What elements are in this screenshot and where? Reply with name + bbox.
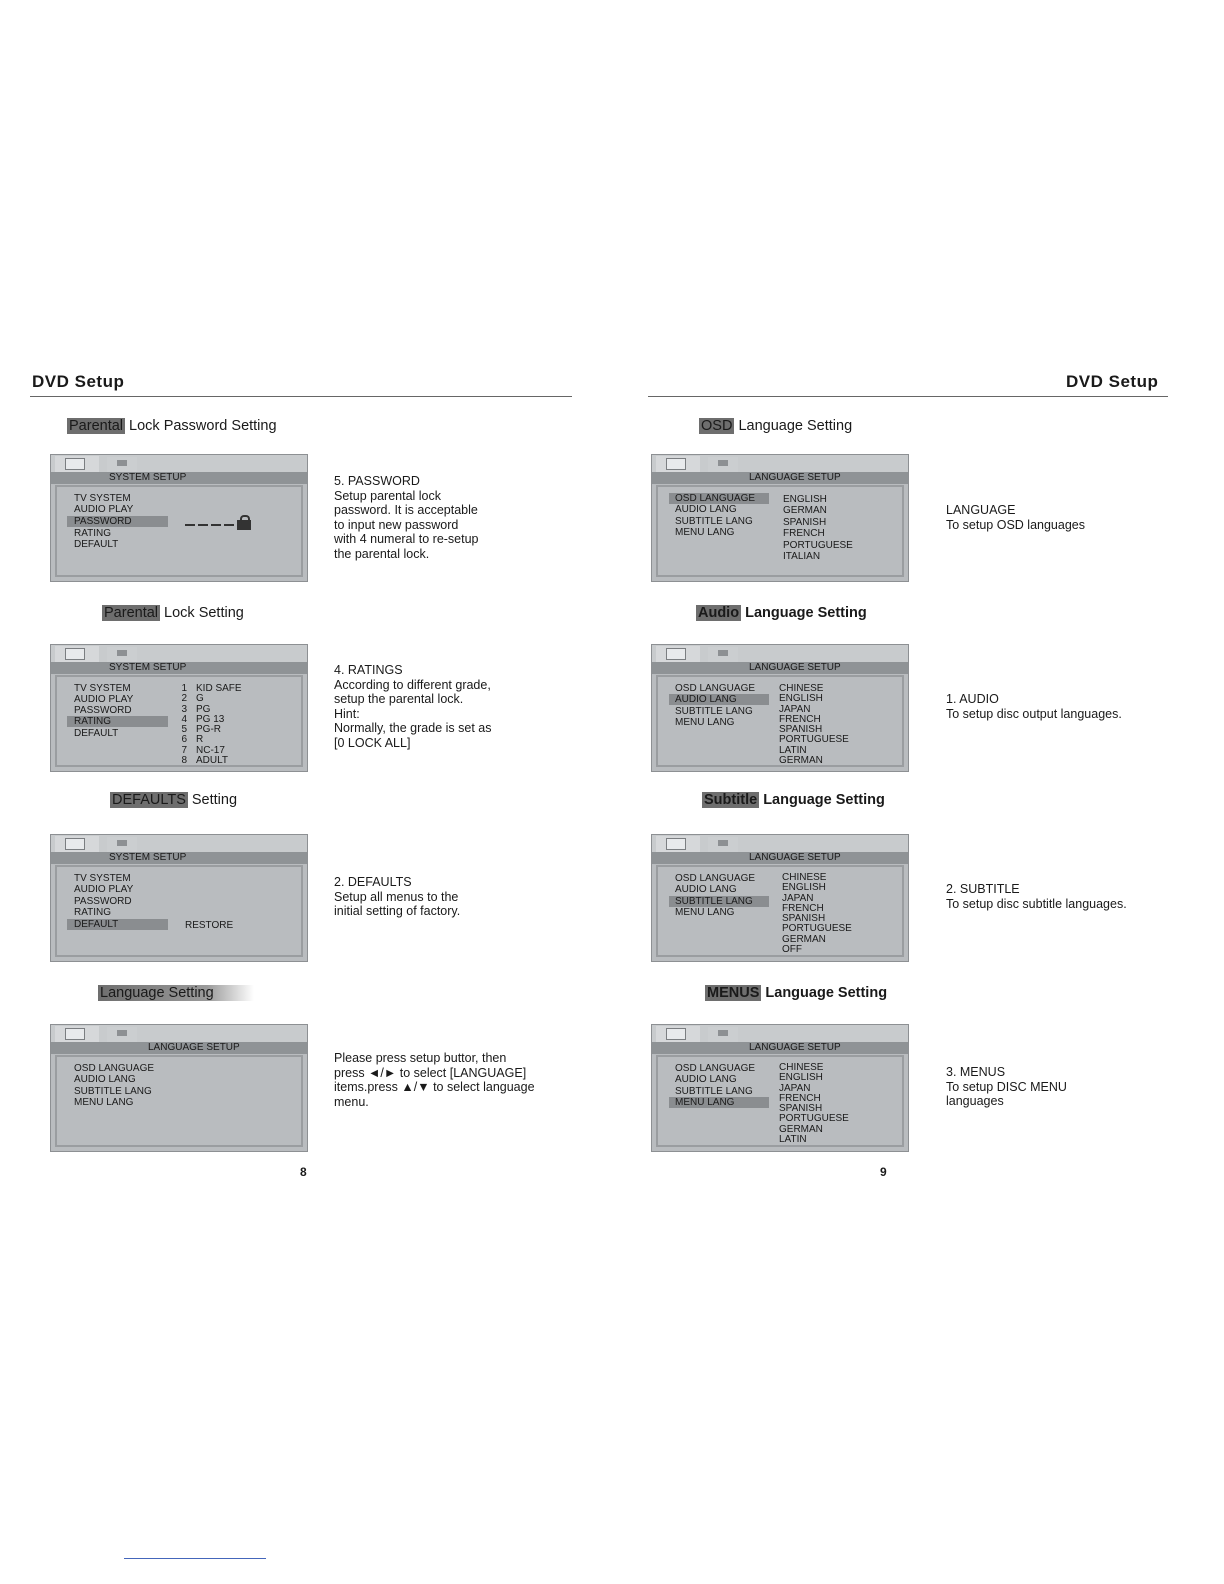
rating-option[interactable]: ADULT xyxy=(196,755,229,767)
speaker-icon xyxy=(718,460,728,466)
menu-item-osd-language[interactable]: OSD LANGUAGE xyxy=(675,873,756,884)
language-option[interactable]: GERMAN xyxy=(779,1123,823,1135)
language-option[interactable]: JAPAN xyxy=(779,703,811,715)
header-rule-left xyxy=(30,396,572,397)
system-setup-screen-password: SYSTEM SETUP TV SYSTEM AUDIO PLAY PASSWORD RATING DEFAULT xyxy=(50,454,308,582)
computer-icon xyxy=(65,838,85,850)
language-setting-description: Please press setup buttor, then press ◄/► to select [LANGUAGE] items.press ▲/▼ to select language menu. xyxy=(334,1051,535,1109)
menu-item-default[interactable]: DEFAULT xyxy=(74,539,119,550)
speaker-icon xyxy=(117,840,127,846)
rating-numbers: 1 2 3 4 5 6 7 8 xyxy=(181,683,187,767)
language-option[interactable]: ENGLISH xyxy=(779,1072,823,1084)
language-option[interactable]: GERMAN xyxy=(783,505,827,517)
computer-icon xyxy=(666,1028,686,1040)
audio-language-description: 1. AUDIO To setup disc output languages. xyxy=(946,692,1122,721)
language-option[interactable]: PORTUGUESE xyxy=(779,734,849,746)
page-number-right: 9 xyxy=(880,1165,887,1179)
menu-item-osd-language[interactable]: OSD LANGUAGE xyxy=(675,1063,756,1074)
audio-language-options xyxy=(779,684,849,766)
speaker-icon xyxy=(117,460,127,466)
password-description: 5. PASSWORD Setup parental lock password. It is acceptable to input new password with 4 numeral to re-setup the parental lock. xyxy=(334,474,479,561)
rating-option[interactable]: PG xyxy=(196,703,211,715)
system-setup-screen-rating: SYSTEM SETUP TV SYSTEM AUDIO PLAY PASSWORD RATING DEFAULT 1 2 3 4 5 6 7 8 KID SAFE G PG PG 13 PG-R R NC-17 ADULT xyxy=(50,644,308,772)
menu-item-menu-lang[interactable]: MENU LANG xyxy=(669,1097,769,1108)
rating-option[interactable]: NC-17 xyxy=(196,744,225,756)
language-option[interactable]: PORTUGUESE xyxy=(783,539,853,551)
computer-icon xyxy=(65,458,85,470)
language-option[interactable]: JAPAN xyxy=(782,892,814,904)
language-option[interactable]: ITALIAN xyxy=(783,551,821,563)
menu-item-osd-language[interactable]: OSD LANGUAGE xyxy=(74,1063,155,1074)
heading-audio-language: Audio Language Setting xyxy=(698,605,867,621)
menu-item-password[interactable]: PASSWORD xyxy=(74,896,132,907)
language-option[interactable]: FRENCH xyxy=(783,528,825,540)
language-option[interactable]: CHINESE xyxy=(779,1062,824,1073)
menu-item-menu-lang[interactable]: MENU LANG xyxy=(675,907,735,918)
menu-item-menu-lang[interactable]: MENU LANG xyxy=(74,1097,134,1108)
heading-menus-language: MENUS Language Setting xyxy=(707,985,888,1001)
language-setup-screen-osd: LANGUAGE SETUP OSD LANGUAGE AUDIO LANG SUBTITLE LANG MENU LANG ENGLISH GERMAN SPANISH FRENCH PORTUGUESE ITALIAN xyxy=(651,454,909,582)
menu-item-menu-lang[interactable]: MENU LANG xyxy=(675,717,735,728)
computer-icon xyxy=(666,648,686,660)
language-option[interactable]: LATIN xyxy=(779,1134,807,1146)
subtitle-language-description: 2. SUBTITLE To setup disc subtitle languages. xyxy=(946,882,1127,911)
language-option[interactable]: GERMAN xyxy=(779,755,823,767)
language-option[interactable]: FRENCH xyxy=(782,902,824,914)
language-option[interactable]: LATIN xyxy=(779,744,807,756)
heading-defaults: DEFAULTS Setting xyxy=(112,792,238,808)
password-field[interactable] xyxy=(185,518,243,530)
footer-divider xyxy=(124,1558,266,1559)
osd-language-description: LANGUAGE To setup OSD languages xyxy=(946,503,1085,532)
menu-item-audio-play[interactable]: AUDIO PLAY xyxy=(74,694,134,705)
menu-item-audio-lang[interactable]: AUDIO LANG xyxy=(669,694,769,705)
menu-language-options xyxy=(779,1063,849,1145)
language-setup-screen-menus: LANGUAGE SETUP OSD LANGUAGE AUDIO LANG SUBTITLE LANG MENU LANG CHINESE ENGLISH JAPAN FRENCH SPANISH PORTUGUESE GERMAN LATIN xyxy=(651,1024,909,1152)
header-rule-right xyxy=(648,396,1168,397)
menu-item-default[interactable]: DEFAULT xyxy=(74,728,119,739)
page-title-right: DVD Setup xyxy=(1066,372,1159,391)
language-option[interactable]: SPANISH xyxy=(779,1103,823,1115)
language-setup-screen: LANGUAGE SETUP OSD LANGUAGE AUDIO LANG SUBTITLE LANG MENU LANG xyxy=(50,1024,308,1152)
menus-language-description: 3. MENUS To setup DISC MENU languages xyxy=(946,1065,1067,1108)
language-option[interactable]: ENGLISH xyxy=(782,882,826,894)
language-setup-screen-subtitle: LANGUAGE SETUP OSD LANGUAGE AUDIO LANG SUBTITLE LANG MENU LANG CHINESE ENGLISH JAPAN FRENCH SPANISH PORTUGUESE GERMAN OFF xyxy=(651,834,909,962)
speaker-icon xyxy=(117,650,127,656)
language-option[interactable]: FRENCH xyxy=(779,1092,821,1104)
language-setup-screen-audio: LANGUAGE SETUP OSD LANGUAGE AUDIO LANG SUBTITLE LANG MENU LANG CHINESE ENGLISH JAPAN FRENCH SPANISH PORTUGUESE LATIN GERMAN xyxy=(651,644,909,772)
speaker-icon xyxy=(718,840,728,846)
menu-item-subtitle-lang[interactable]: SUBTITLE LANG xyxy=(74,1086,152,1097)
menu-item-password[interactable]: PASSWORD xyxy=(67,516,168,527)
speaker-icon xyxy=(718,650,728,656)
menu-item-audio-lang[interactable]: AUDIO LANG xyxy=(675,504,737,515)
speaker-icon xyxy=(117,1030,127,1036)
rating-option[interactable]: KID SAFE xyxy=(196,683,242,694)
restore-option[interactable]: RESTORE xyxy=(185,920,234,931)
language-option[interactable]: GERMAN xyxy=(782,933,826,945)
language-option[interactable]: SPANISH xyxy=(782,913,826,925)
menu-item-tv-system[interactable]: TV SYSTEM xyxy=(74,493,131,504)
language-option[interactable]: SPANISH xyxy=(779,724,823,736)
heading-parental-lock: Parental Lock Setting xyxy=(104,605,244,621)
menu-item-audio-play[interactable]: AUDIO PLAY xyxy=(74,884,134,895)
menu-item-subtitle-lang[interactable]: SUBTITLE LANG xyxy=(669,896,769,907)
language-option[interactable]: FRENCH xyxy=(779,713,821,725)
page-title-left: DVD Setup xyxy=(32,372,125,391)
page-number-left: 8 xyxy=(300,1165,307,1179)
language-option[interactable]: CHINESE xyxy=(779,683,824,694)
language-option[interactable]: ENGLISH xyxy=(779,693,823,705)
menu-item-audio-lang[interactable]: AUDIO LANG xyxy=(675,884,737,895)
language-option[interactable]: CHINESE xyxy=(782,872,827,883)
rating-option[interactable]: PG-R xyxy=(196,724,221,736)
menu-item-rating[interactable]: RATING xyxy=(74,528,112,539)
language-option[interactable]: PORTUGUESE xyxy=(782,923,852,935)
menu-item-osd-language[interactable]: OSD LANGUAGE xyxy=(669,493,769,504)
computer-icon xyxy=(65,648,85,660)
menu-item-password[interactable]: PASSWORD xyxy=(74,705,132,716)
osd-language-options xyxy=(783,494,853,562)
heading-parental-lock-password: Parental Lock Password Setting xyxy=(69,418,277,434)
menu-item-default[interactable]: DEFAULT xyxy=(67,919,168,930)
ratings-description: 4. RATINGS According to different grade, setup the parental lock. Hint: Normally, the grade is set as [0 LOCK ALL] xyxy=(334,663,492,750)
rating-option[interactable]: G xyxy=(196,693,204,705)
computer-icon xyxy=(666,458,686,470)
menu-item-tv-system[interactable]: TV SYSTEM xyxy=(74,683,131,694)
language-option[interactable]: PORTUGUESE xyxy=(779,1113,849,1125)
menu-item-subtitle-lang[interactable]: SUBTITLE LANG xyxy=(675,706,753,717)
language-option[interactable]: SPANISH xyxy=(783,516,827,528)
menu-item-tv-system[interactable]: TV SYSTEM xyxy=(74,873,131,884)
heading-language-setting: Language Setting xyxy=(98,985,254,1001)
rating-options xyxy=(196,684,242,766)
heading-subtitle-language: Subtitle Language Setting xyxy=(704,792,885,808)
system-setup-screen-default: SYSTEM SETUP TV SYSTEM AUDIO PLAY PASSWORD RATING DEFAULT RESTORE xyxy=(50,834,308,962)
rating-option[interactable]: PG 13 xyxy=(196,713,225,725)
computer-icon xyxy=(65,1028,85,1040)
subtitle-language-options xyxy=(782,873,852,955)
computer-icon xyxy=(666,838,686,850)
menu-item-audio-lang[interactable]: AUDIO LANG xyxy=(675,1074,737,1085)
menu-item-menu-lang[interactable]: MENU LANG xyxy=(675,527,735,538)
menu-item-osd-language[interactable]: OSD LANGUAGE xyxy=(675,683,756,694)
defaults-description: 2. DEFAULTS Setup all menus to the initial setting of factory. xyxy=(334,875,461,918)
menu-item-audio-play[interactable]: AUDIO PLAY xyxy=(74,504,134,515)
heading-osd-language: OSD Language Setting xyxy=(701,418,853,434)
rating-option[interactable]: R xyxy=(196,734,204,746)
menu-item-subtitle-lang[interactable]: SUBTITLE LANG xyxy=(675,516,753,527)
menu-item-subtitle-lang[interactable]: SUBTITLE LANG xyxy=(675,1086,753,1097)
language-option[interactable]: ENGLISH xyxy=(783,494,827,505)
speaker-icon xyxy=(718,1030,728,1036)
language-option[interactable]: JAPAN xyxy=(779,1082,811,1094)
menu-item-rating[interactable]: RATING xyxy=(74,907,112,918)
language-option[interactable]: OFF xyxy=(782,944,802,956)
lock-icon xyxy=(237,520,251,530)
menu-item-rating[interactable]: RATING xyxy=(67,716,168,727)
menu-item-audio-lang[interactable]: AUDIO LANG xyxy=(74,1074,136,1085)
